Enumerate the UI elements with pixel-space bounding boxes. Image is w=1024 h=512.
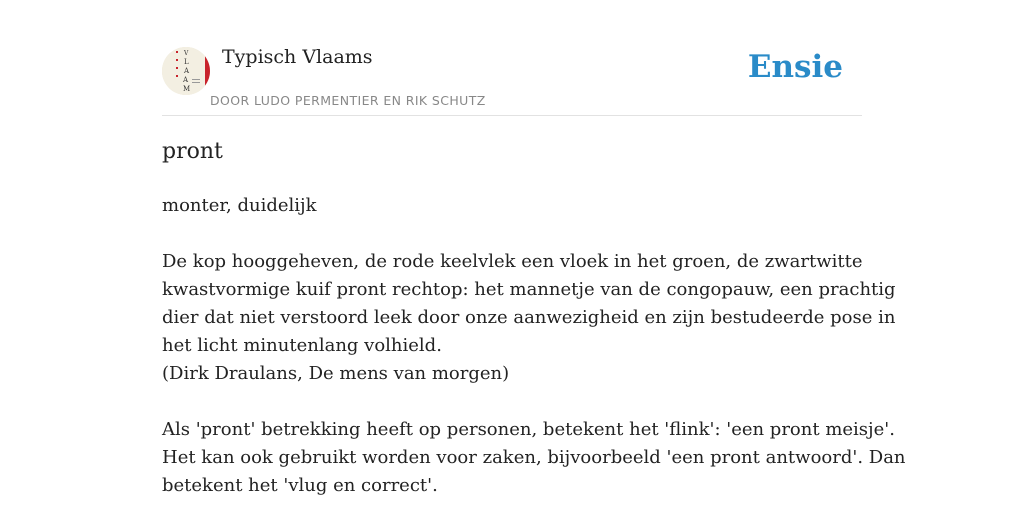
svg-text:A: A: [183, 76, 189, 84]
paragraph-gap: [162, 220, 862, 248]
svg-text:L: L: [184, 58, 189, 66]
explanation-line: Als 'pront' betrekking heeft op personen, betekent het 'flink': 'een pront meisje'.: [162, 419, 895, 440]
explanation-line: Het kan ook gebruikt worden voor zaken, bijvoorbeeld 'een pront antwoord'. Dan: [162, 447, 906, 468]
quote-line: het licht minutenlang volhield.: [162, 335, 442, 356]
svg-text:V: V: [184, 50, 189, 57]
quote-line: kwastvormige kuif pront rechtop: het mannetje van de congopauw, een prachtig: [162, 279, 896, 300]
book-cover-icon[interactable]: [162, 47, 210, 95]
explanation-line: betekent het 'vlug en correct'.: [162, 475, 438, 496]
svg-text:M: M: [183, 85, 191, 93]
paragraph-gap: [162, 388, 862, 416]
book-cover-art: [162, 47, 210, 95]
book-title-link[interactable]: Typisch Vlaams: [222, 46, 373, 68]
quote-source: (Dirk Draulans, De mens van morgen): [162, 363, 510, 384]
ensie-logo[interactable]: Ensie: [747, 49, 843, 85]
entry-explanation: [162, 416, 906, 500]
site-header: [162, 44, 862, 116]
entry-content: [162, 192, 906, 500]
entry-quote: [162, 248, 896, 388]
entry-definition: monter, duidelijk: [162, 195, 317, 216]
quote-line: dier dat niet verstoord leek door onze aanwezigheid en zijn bestudeerde pose in: [162, 307, 896, 328]
book-authors: DOOR LUDO PERMENTIER EN RIK SCHUTZ: [210, 93, 486, 108]
svg-text:A: A: [184, 67, 190, 75]
quote-line: De kop hooggeheven, de rode keelvlek een vloek in het groen, de zwartwitte: [162, 251, 863, 272]
entry-title: pront: [162, 139, 223, 164]
